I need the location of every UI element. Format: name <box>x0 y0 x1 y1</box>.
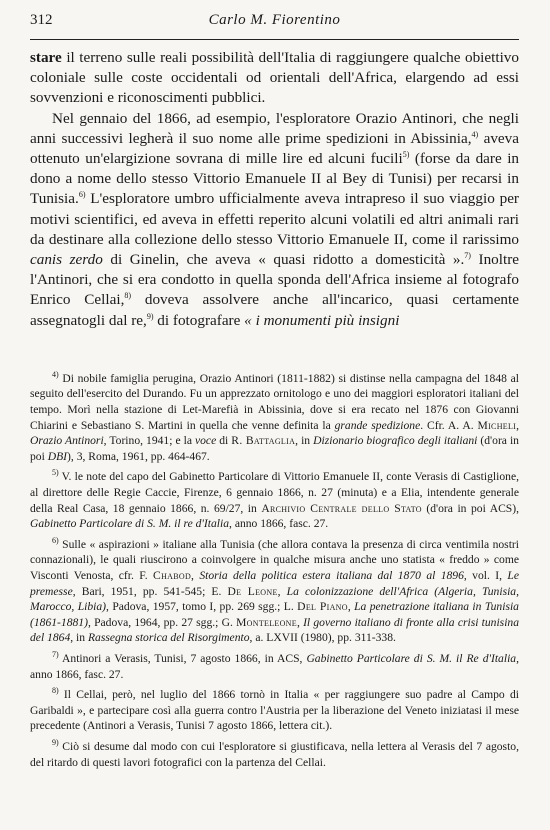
footnote-7: $^{7)}$ Antinori a Verasis, Tunisi, 7 agosto 1866, in ACS, Gabinetto Particolare di S. M. il Re d'Italia, anno 1866, fasc. 27. <box>30 650 519 681</box>
paragraph-1: stare il terreno sulle reali possibilità dell'Italia di raggiungere qualche obiettivo coloniale sulle coste occidentali od orientali dell'Africa, elargendo ad essi sovvenzioni e riconoscimenti pubblici. <box>30 49 519 107</box>
footnote-ref-5: 5) <box>402 149 410 159</box>
main-text <box>30 48 519 331</box>
footnote-ref-6: 6) <box>78 190 86 200</box>
footnote-6: $^{6)}$ Sulle « aspirazioni » italiane alla Tunisia (che allora contava la presenza di circa ventimila nostri connazionali), le quali riuscirono a coinvolgere in qualche misura anche uno statista « freddo » come Visconti Venosta, cfr. F. Chabod, Storia della politica estera italiana dal 1870 al 1896, vol. I, Le premesse, Bari, 1951, pp. 541-545; E. De Leone, La colonizzazione dell'Africa (Algeria, Tunisia, Marocco, Libia), Padova, 1957, tomo I, pp. 269 sgg.; L. Del Piano, La penetrazione italiana in Tunisia (1861-1881), Padova, 1964, pp. 27 sgg.; G. Monteleone, Il governo italiano di fronte alla crisi tunisina del 1864, in Rassegna storica del Risorgimento, a. LXVII (1980), pp. 311-338. <box>30 535 520 645</box>
page-header <box>30 12 519 40</box>
footnote-ref-4: 4) <box>471 129 479 139</box>
paragraph-2: Nel gennaio del 1866, ad esempio, l'esploratore Orazio Antinori, che negli anni successivi legherà il suo nome alle prime spedizioni in Abissinia,$^{4)}$ aveva ottenuto un'elargizione sovrana di mille lire ed alcuni fucili$^{5)}$ (forse da dare in dono a nome dello stesso Vittorio Emanuele II al Bey di Tunisi) per recarsi in Tunisia.$^{6)}$ L'esploratore umbro ufficialmente aveva intrapreso il suo viaggio per motivi scientifici, ed aveva in effetti reperito alcuni volatili ed altri animali rari da destinare alla collezione dello stesso Vittorio Emanuele II, come il rarissimo canis zerdo di Ginelin, che aveva « quasi ridotto a domesticità ».$^{7)}$ Inoltre l'Antinori, che si era condotto in quella sponda dell'Africa insieme al fotografo Enrico Cellai,$^{8)}$ doveva assolvere anche all'incarico, quasi certamente assegnatogli dal re,$^{9)}$ di fotografare « i monumenti più insigni <box>30 109 520 329</box>
footnote-ref-8: 8) <box>124 291 132 301</box>
footnote-9: $^{9)}$ Ciò si desume dal modo con cui l'esploratore si giustificava, nella lettera al Verasis del 7 agosto, del ritardo di questi lavori fotografici con la partenza del Cellai. <box>30 738 519 769</box>
footnote-ref-9: 9) <box>146 311 154 321</box>
footnote-separator <box>30 331 519 371</box>
footnote-ref-7: 7) <box>464 250 471 260</box>
footnote-5: $^{5)}$ V. le note del capo del Gabinetto Particolare di Vittorio Emanuele II, conte Verasis di Castiglione, al direttore delle Regie Caccie, Firenze, 6 gennaio 1866, n. 27 (minuta) e a Elia, intendente generale della Real Casa, 18 gennaio 1866, n. 69/27, in Archivio Centrale dello Stato (d'ora in poi ACS), Gabinetto Particolare di S. M. il re d'Italia, anno 1866, fasc. 27. <box>30 468 520 531</box>
page-number: 312 <box>30 12 53 28</box>
footnotes <box>30 371 519 770</box>
running-head: Carlo M. Fiorentino <box>208 12 341 28</box>
footnote-4: $^{4)}$ Di nobile famiglia perugina, Orazio Antinori (1811-1882) si distinse nella campagna del 1848 al seguito dell'esercito del Durando. Fu un apprezzato ornitologo e uno dei maggiori esploratori italiani del tempo. Morì nella stazione di Let-Marefià in Abissinia, dove si era recato nel 1876 con Giovanni Chiarini e Sebastiano S. Martini in quella che venne definita la grande spedizione. Cfr. A. A. Micheli, Orazio Antinori, Torino, 1941; e la voce di R. Battaglia, in Dizionario biografico degli italiani (d'ora in poi DBI), 3, Roma, 1961, pp. 464-467. <box>30 369 520 463</box>
footnote-8: $^{8)}$ Il Cellai, però, nel luglio del 1866 tornò in Italia « per raggiungere suo padre al Campo di Garibaldi », e partecipare così alla guerra contro l'Austria per la liberazione del Veneto iniziatasi il mese precedente (Antinori a Verasis, Tunisi 7 agosto 1866, lettera cit.). <box>30 686 519 733</box>
